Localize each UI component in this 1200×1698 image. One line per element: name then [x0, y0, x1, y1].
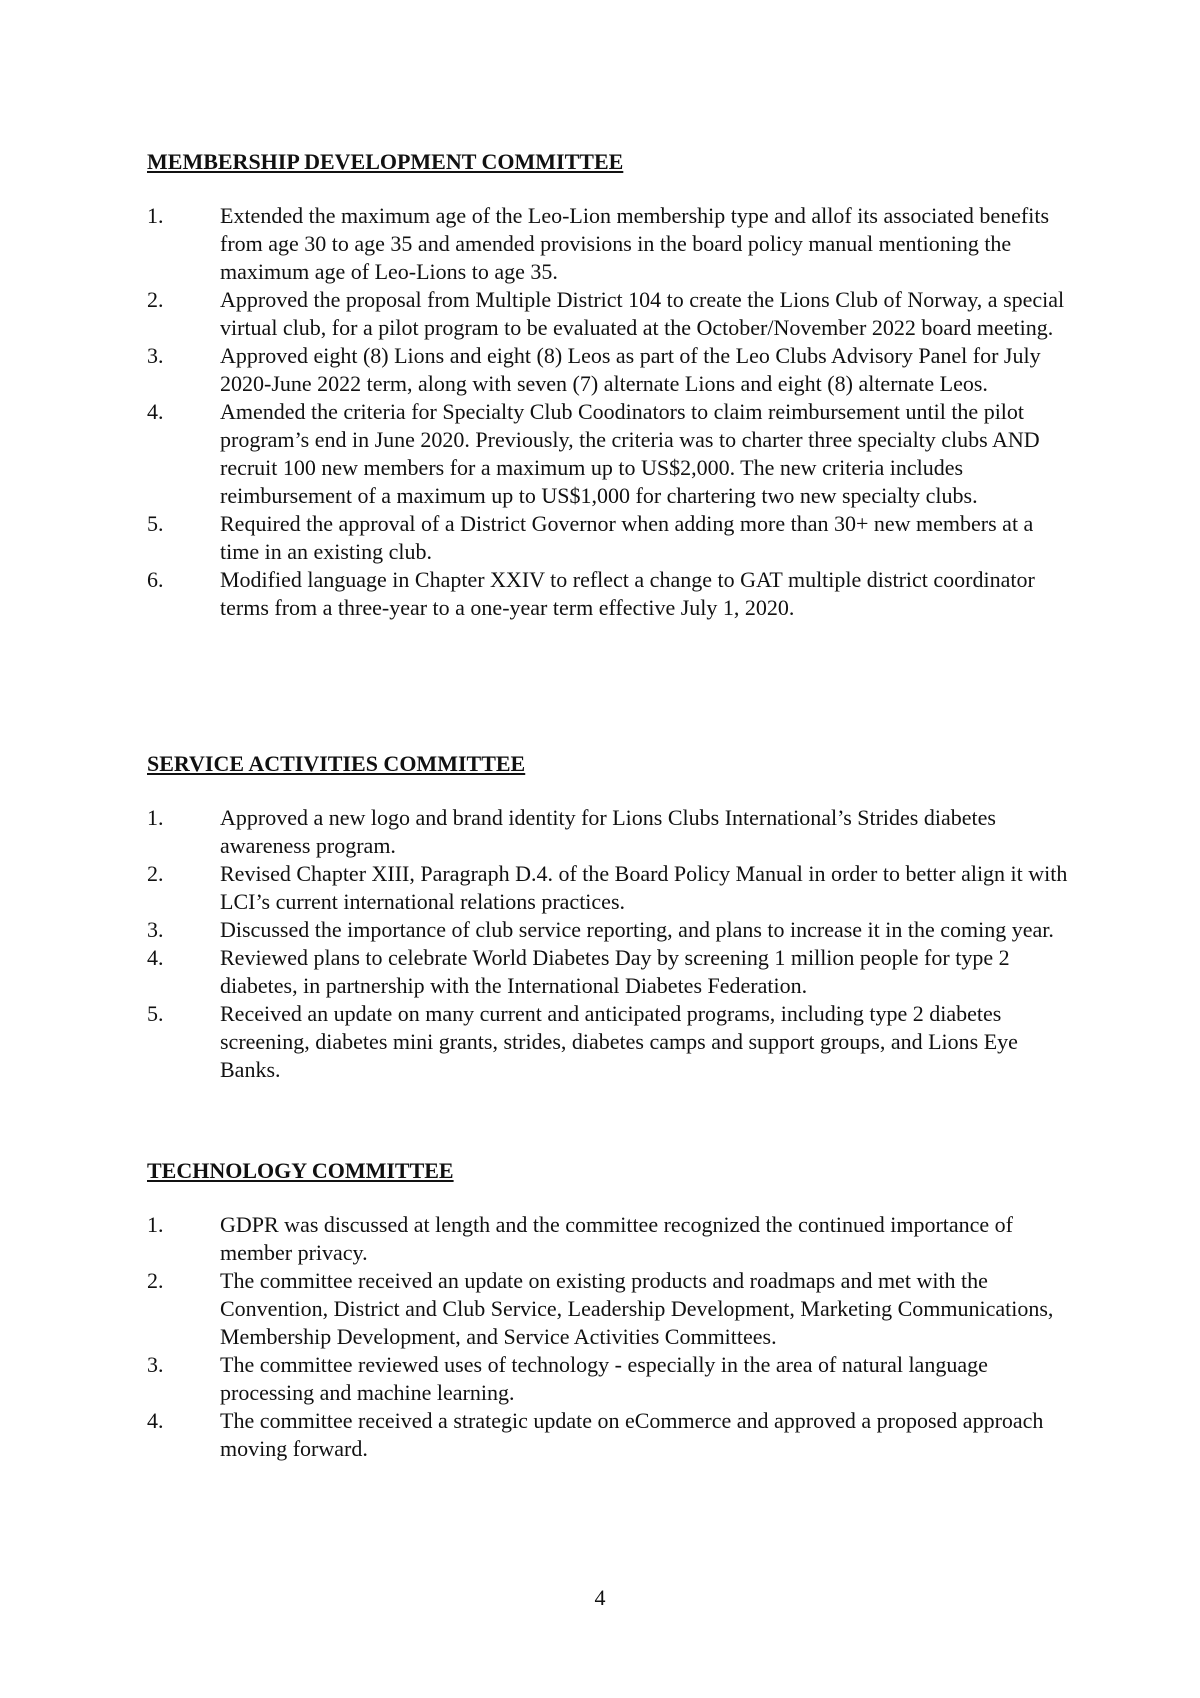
item-text: Modified language in Chapter XXIV to reflect a change to GAT multiple district coordinator terms from a three-year to a one-year term effective July 1, 2020.: [220, 567, 1035, 620]
list-item: [147, 916, 1077, 944]
item-text: The committee received a strategic update on eCommerce and approved a proposed approach moving forward.: [220, 1408, 1044, 1461]
item-number: 5.: [147, 1001, 164, 1026]
list-item: [147, 398, 1077, 510]
item-text: Approved a new logo and brand identity for Lions Clubs International’s Strides diabetes awareness program.: [220, 805, 996, 858]
item-number: 3.: [147, 343, 164, 368]
item-text: Extended the maximum age of the Leo-Lion membership type and allof its associated benefits from age 30 to age 35 and amended provisions in the board policy manual mentioning the maximum age of Leo-Lions to age 35.: [220, 203, 1050, 284]
item-text: Approved eight (8) Lions and eight (8) Leos as part of the Leo Clubs Advisory Panel for July 2020-June 2022 term, along with seven (7) alternate Lions and eight (8) alternate Leos.: [220, 343, 1041, 396]
list-item: [147, 202, 1077, 286]
list-item: [147, 944, 1077, 1000]
section-membership-development: [147, 148, 1077, 622]
list-item: [147, 804, 1077, 860]
list-item: [147, 1000, 1077, 1084]
item-number: 2.: [147, 1268, 164, 1293]
section-heading: TECHNOLOGY COMMITTEE: [147, 1158, 454, 1183]
list-item: [147, 1267, 1077, 1351]
decision-list: [147, 1211, 1077, 1463]
item-number: 3.: [147, 1352, 164, 1377]
item-number: 1.: [147, 1212, 164, 1237]
item-text: The committee reviewed uses of technology - especially in the area of natural language processing and machine learning.: [220, 1352, 988, 1405]
decision-list: [147, 202, 1077, 622]
section-technology: [147, 1157, 1077, 1463]
item-number: 4.: [147, 945, 164, 970]
section-heading: MEMBERSHIP DEVELOPMENT COMMITTEE: [147, 149, 624, 174]
decision-list: [147, 804, 1077, 1084]
item-number: 4.: [147, 399, 164, 424]
list-item: [147, 566, 1077, 622]
item-text: Reviewed plans to celebrate World Diabetes Day by screening 1 million people for type 2 diabetes, in partnership with the International Diabetes Federation.: [220, 945, 1010, 998]
list-item: [147, 1351, 1077, 1407]
item-text: Discussed the importance of club service reporting, and plans to increase it in the coming year.: [220, 917, 1054, 942]
section-heading: SERVICE ACTIVITIES COMMITTEE: [147, 751, 526, 776]
list-item: [147, 1407, 1077, 1463]
list-item: [147, 286, 1077, 342]
item-number: 1.: [147, 805, 164, 830]
item-text: Required the approval of a District Governor when adding more than 30+ new members at a time in an existing club.: [220, 511, 1034, 564]
list-item: [147, 342, 1077, 398]
item-number: 5.: [147, 511, 164, 536]
list-item: [147, 1211, 1077, 1267]
item-number: 4.: [147, 1408, 164, 1433]
item-number: 2.: [147, 287, 164, 312]
item-number: 3.: [147, 917, 164, 942]
item-text: The committee received an update on existing products and roadmaps and met with the Convention, District and Club Service, Leadership Development, Marketing Communications, Membership Development, and Service Activities Committees.: [220, 1268, 1054, 1349]
item-text: GDPR was discussed at length and the committee recognized the continued importance of member privacy.: [220, 1212, 1013, 1265]
item-text: Received an update on many current and anticipated programs, including type 2 diabetes screening, diabetes mini grants, strides, diabetes camps and support groups, and Lions Eye Banks.: [220, 1001, 1018, 1082]
list-item: [147, 510, 1077, 566]
section-service-activities: [147, 750, 1077, 1084]
item-text: Amended the criteria for Specialty Club Coodinators to claim reimbursement until the pilot program’s end in June 2020. Previously, the criteria was to charter three specialty clubs AND recruit 100 new members for a maximum up to US$2,000. The new criteria includes reimbursement of a maximum up to US$1,000 for chartering two new specialty clubs.: [220, 399, 1040, 508]
item-text: Approved the proposal from Multiple District 104 to create the Lions Club of Norway, a special virtual club, for a pilot program to be evaluated at the October/November 2022 board meeting.: [220, 287, 1065, 340]
list-item: [147, 860, 1077, 916]
page-number: 4: [594, 1585, 606, 1610]
item-number: 2.: [147, 861, 164, 886]
item-text: Revised Chapter XIII, Paragraph D.4. of the Board Policy Manual in order to better align it with LCI’s current international relations practices.: [220, 861, 1068, 914]
item-number: 6.: [147, 567, 164, 592]
item-number: 1.: [147, 203, 164, 228]
